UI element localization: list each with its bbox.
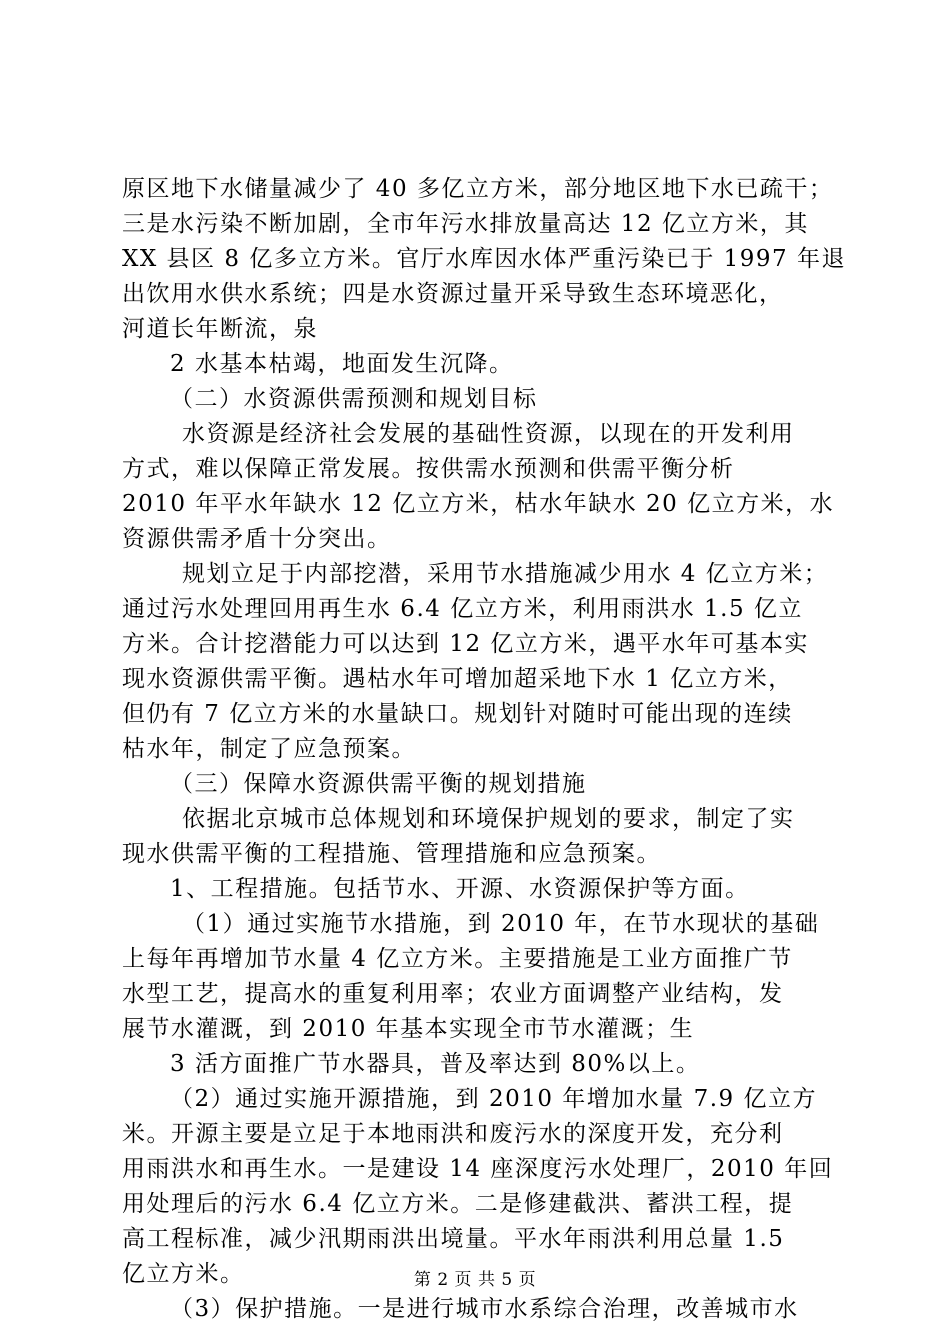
body-line: 高工程标准，减少汛期雨洪出境量。平水年雨洪利用总量 1.5 <box>122 1226 785 1252</box>
body-line: 展节水灌溉，到 2010 年基本实现全市节水灌溉；生 <box>122 1016 695 1042</box>
body-line: 1、工程措施。包括节水、开源、水资源保护等方面。 <box>170 876 750 902</box>
body-line: 现水资源供需平衡。遇枯水年可增加超采地下水 1 亿立方米， <box>122 666 793 692</box>
body-line: 通过污水处理回用再生水 6.4 亿立方米，利用雨洪水 1.5 亿立 <box>122 596 803 622</box>
body-line: 河道长年断流，泉 <box>122 316 318 342</box>
body-line: 规划立足于内部挖潜，采用节水措施减少用水 4 亿立方米； <box>182 561 829 587</box>
body-line: （2）通过实施开源措施，到 2010 年增加水量 7.9 亿立方 <box>170 1086 817 1112</box>
body-line: 水型工艺，提高水的重复利用率；农业方面调整产业结构，发 <box>122 981 784 1007</box>
body-line: 资源供需矛盾十分突出。 <box>122 526 392 552</box>
body-line: 水资源是经济社会发展的基础性资源，以现在的开发利用 <box>182 421 795 447</box>
body-line: 方米。合计挖潜能力可以达到 12 亿立方米，遇平水年可基本实 <box>122 631 809 657</box>
section-heading: （三）保障水资源供需平衡的规划措施 <box>170 771 587 797</box>
body-line: （3）保护措施。一是进行城市水系综合治理，改善城市水 <box>170 1296 799 1322</box>
body-line: 出饮用水供水系统；四是水资源过量开采导致生态环境恶化， <box>122 281 784 307</box>
body-line: 亿立方米。 <box>122 1261 245 1287</box>
body-line: 依据北京城市总体规划和环境保护规划的要求，制定了实 <box>182 806 795 832</box>
body-line: 2010 年平水年缺水 12 亿立方米，枯水年缺水 20 亿立方米，水 <box>122 491 835 517</box>
body-line: 米。开源主要是立足于本地雨洪和废污水的深度开发，充分利 <box>122 1121 784 1147</box>
body-line: 用雨洪水和再生水。一是建设 14 座深度污水处理厂，2010 年回 <box>122 1156 834 1182</box>
body-line: 3 活方面推广节水器具，普及率达到 80%以上。 <box>170 1051 701 1077</box>
body-line: 2 水基本枯竭，地面发生沉降。 <box>170 351 514 377</box>
body-line: （1）通过实施节水措施，到 2010 年，在节水现状的基础 <box>182 911 820 937</box>
body-line: 但仍有 7 亿立方米的水量缺口。规划针对随时可能出现的连续 <box>122 701 793 727</box>
body-line: 用处理后的污水 6.4 亿立方米。二是修建截洪、蓄洪工程，提 <box>122 1191 794 1217</box>
body-line: 原区地下水储量减少了 40 多亿立方米，部分地区地下水已疏干； <box>122 176 834 202</box>
body-line: 枯水年，制定了应急预案。 <box>122 736 416 762</box>
body-line: 方式，难以保障正常发展。按供需水预测和供需平衡分析 <box>122 456 735 482</box>
page-footer: 第 2 页 共 5 页 <box>413 1270 537 1290</box>
body-line: 上每年再增加节水量 4 亿立方米。主要措施是工业方面推广节 <box>122 946 793 972</box>
section-heading: （二）水资源供需预测和规划目标 <box>170 386 538 412</box>
body-line: XX 县区 8 亿多立方米。官厅水库因水体严重污染已于 1997 年退 <box>122 246 846 272</box>
body-line: 三是水污染不断加剧，全市年污水排放量高达 12 亿立方米，其 <box>122 211 809 237</box>
body-line: 现水供需平衡的工程措施、管理措施和应急预案。 <box>122 841 661 867</box>
document-body <box>122 172 846 1327</box>
